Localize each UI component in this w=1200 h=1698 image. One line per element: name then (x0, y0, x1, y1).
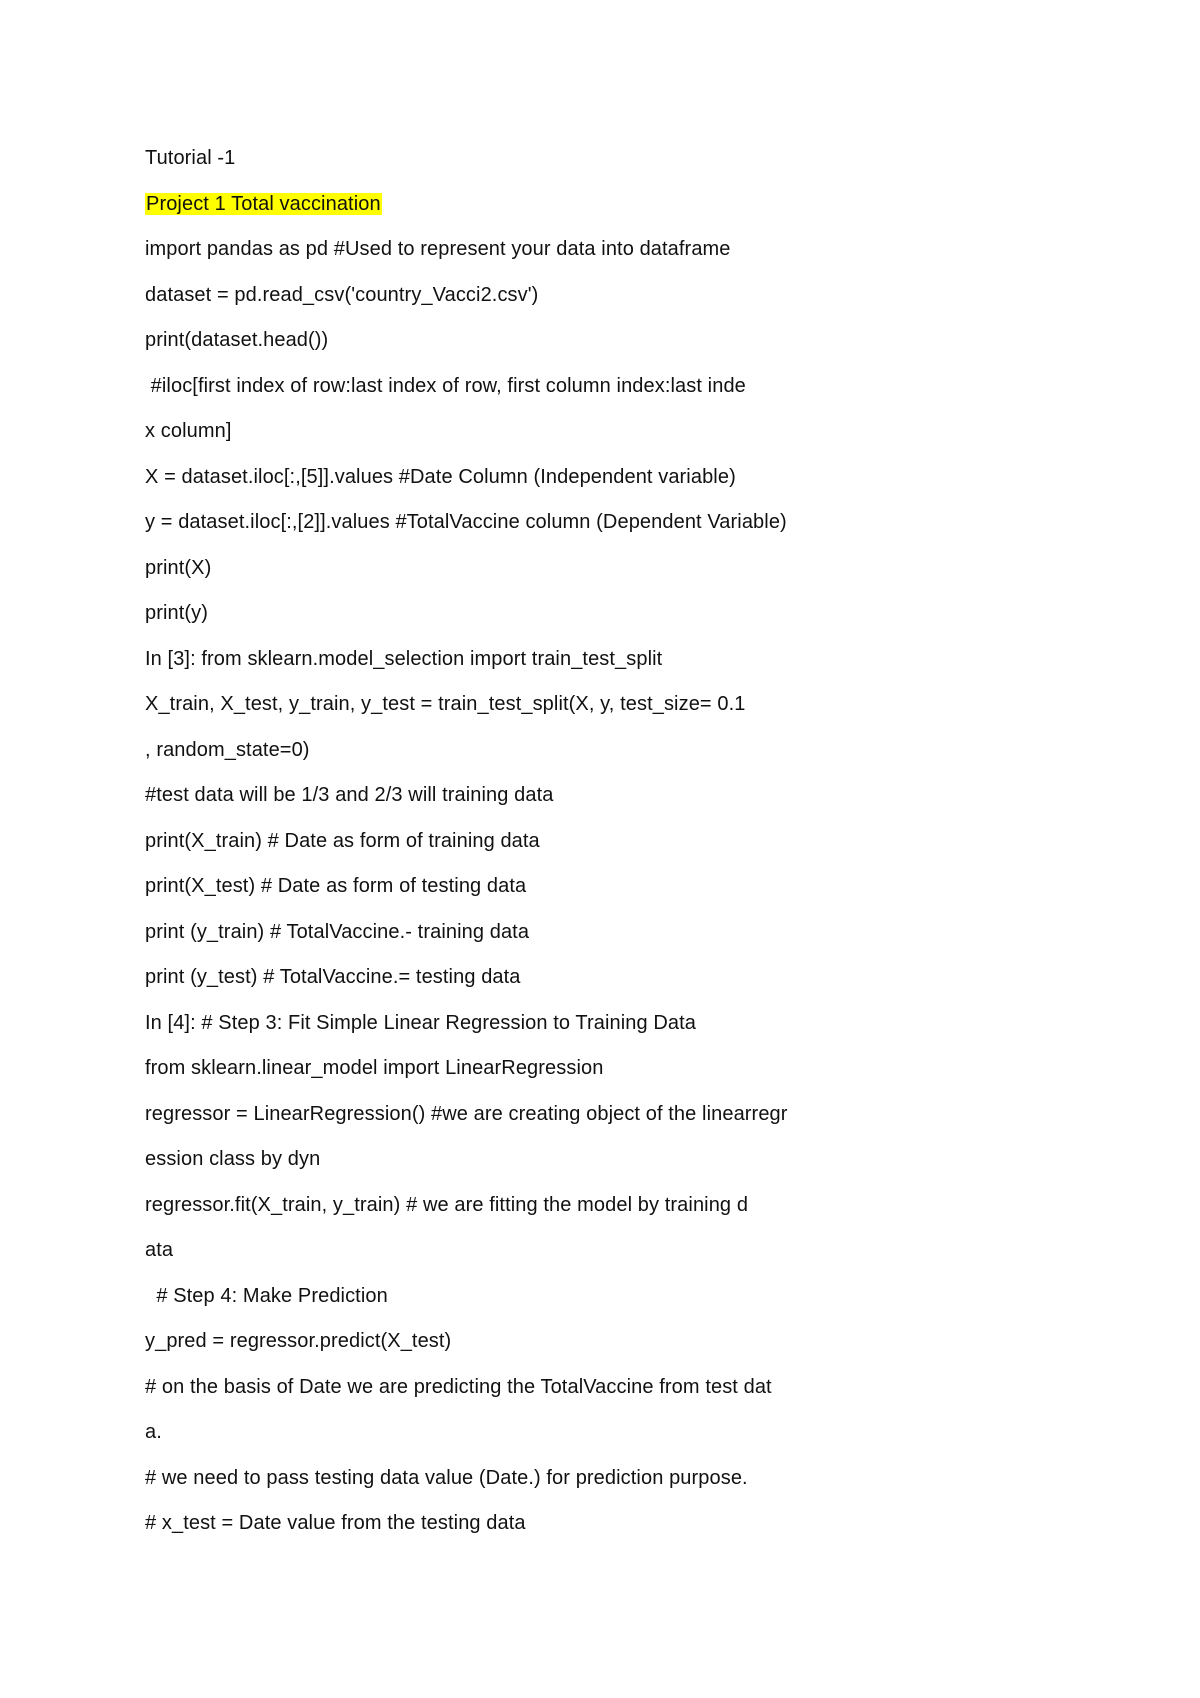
document-body (145, 145, 1065, 1556)
code-line: y_pred = regressor.predict(X_test) (145, 1330, 452, 1352)
code-line: print(dataset.head()) (145, 329, 329, 351)
code-line: regressor.fit(X_train, y_train) # we are fitting the model by training d (145, 1193, 749, 1216)
code-line: print(X) (145, 556, 212, 579)
code-line: from sklearn.linear_model import LinearRegression (145, 1057, 604, 1079)
code-line: #test data will be 1/3 and 2/3 will training data (145, 784, 554, 806)
code-line: ata (145, 1239, 174, 1261)
tutorial-heading: Tutorial -1 (145, 147, 236, 169)
code-line: print (y_test) # TotalVaccine.= testing data (145, 966, 521, 988)
code-line: , random_state=0) (145, 738, 310, 761)
code-line: print(X_train) # Date as form of training data (145, 829, 540, 852)
code-line: import pandas as pd #Used to represent your data into dataframe (145, 238, 731, 260)
project-title-line (145, 191, 1065, 237)
code-line: In [4]: # Step 3: Fit Simple Linear Regression to Training Data (145, 1011, 697, 1034)
code-line: # on the basis of Date we are predicting the TotalVaccine from test dat (145, 1375, 772, 1398)
code-line: print(X_test) # Date as form of testing data (145, 875, 527, 897)
code-line: ession class by dyn (145, 1148, 321, 1170)
code-line: # Step 4: Make Prediction (145, 1284, 388, 1307)
code-line: a. (145, 1421, 162, 1443)
code-line: #iloc[first index of row:last index of row, first column index:last inde (145, 374, 746, 397)
code-line: dataset = pd.read_csv('country_Vacci2.csv') (145, 283, 539, 306)
code-line: y = dataset.iloc[:,[2]].values #TotalVaccine column (Dependent Variable) (145, 511, 787, 533)
code-line: regressor = LinearRegression() #we are creating object of the linearregr (145, 1102, 788, 1125)
code-line: # x_test = Date value from the testing data (145, 1512, 526, 1534)
code-line: print (y_train) # TotalVaccine.- training data (145, 920, 530, 943)
code-line: # we need to pass testing data value (Date.) for prediction purpose. (145, 1466, 748, 1489)
code-line: X_train, X_test, y_train, y_test = train_test_split(X, y, test_size= 0.1 (145, 693, 746, 715)
code-line: x column] (145, 420, 232, 442)
code-line: print(y) (145, 602, 209, 624)
code-line: In [3]: from sklearn.model_selection import train_test_split (145, 647, 663, 670)
code-line: X = dataset.iloc[:,[5]].values #Date Column (Independent variable) (145, 465, 736, 488)
project-title-highlight: Project 1 Total vaccination (146, 192, 381, 215)
